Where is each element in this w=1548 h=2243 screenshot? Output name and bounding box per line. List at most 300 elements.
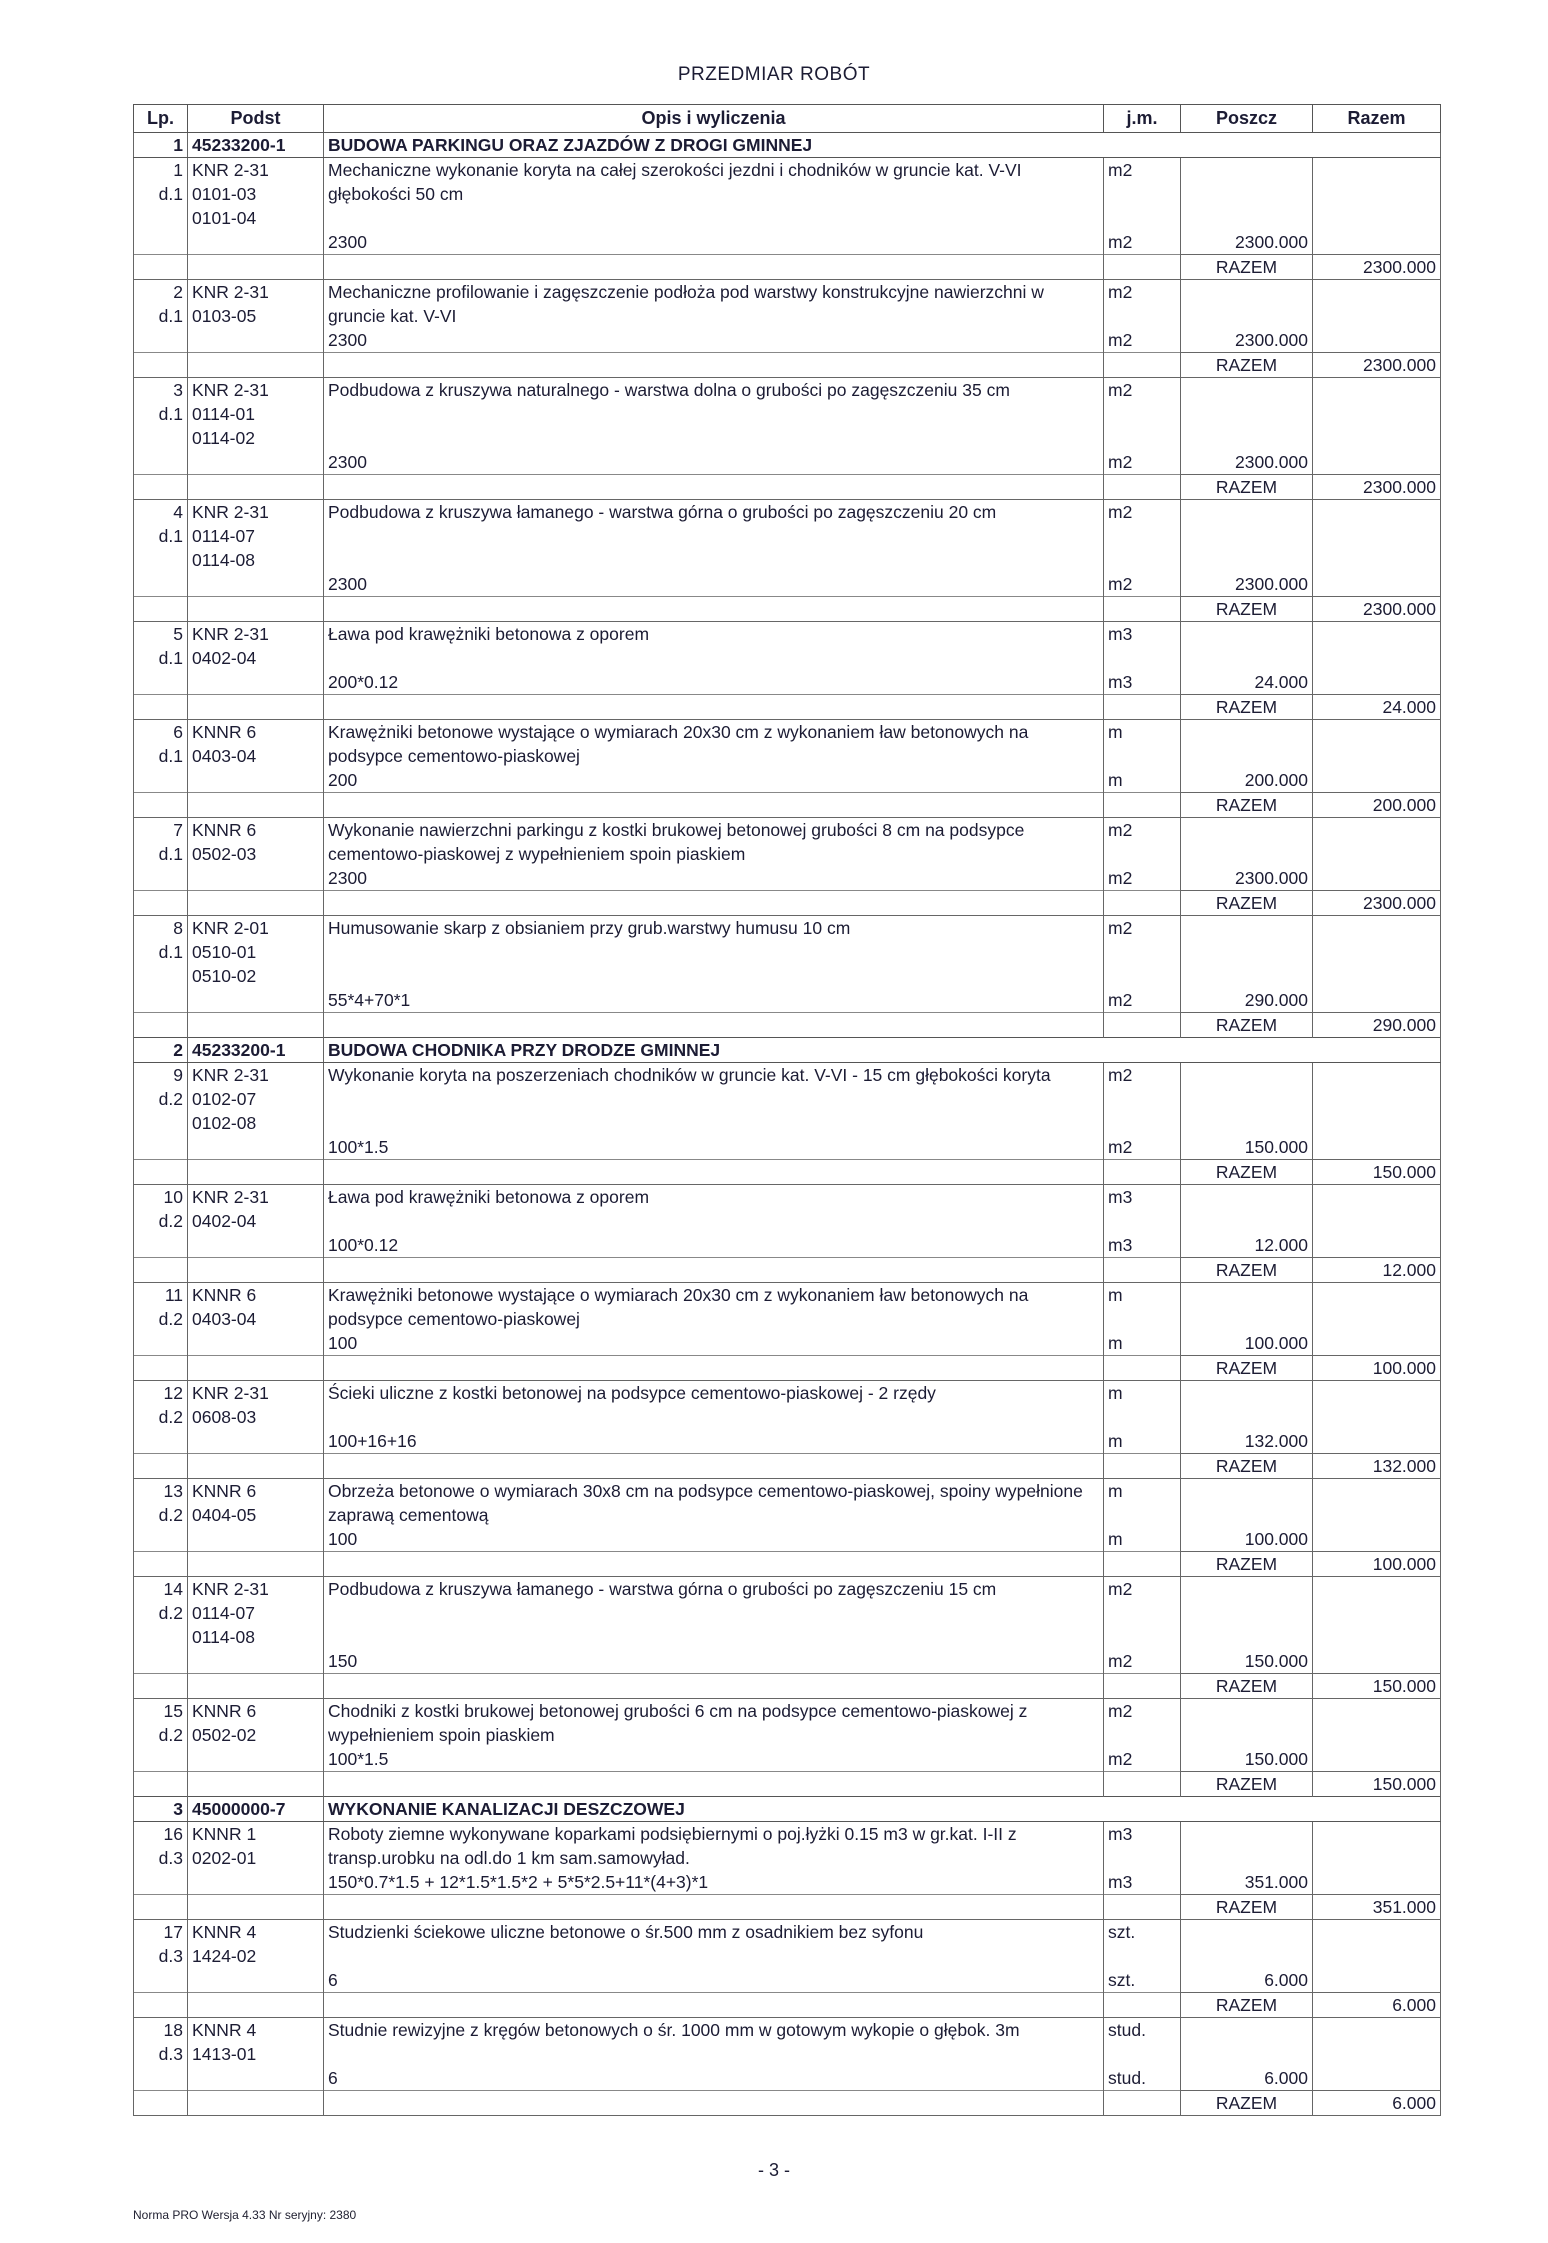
position-description: Wykonanie nawierzchni parkingu z kostki brukowej betonowej grubości 8 cm na podsypce cementowo-piaskowej z wypełnieniem spoin piaskiem	[324, 818, 1104, 867]
position-empty	[188, 1870, 324, 1895]
position-empty	[134, 1258, 188, 1283]
position-jm-empty	[1104, 1307, 1181, 1331]
position-empty	[1104, 2091, 1181, 2116]
position-jm-empty	[1104, 1625, 1181, 1649]
position-podst: KNNR 4	[188, 1920, 324, 1945]
table-body	[134, 133, 1441, 2116]
position-razem-empty	[1313, 2018, 1441, 2043]
position-empty	[324, 353, 1104, 378]
position-desc-empty	[324, 206, 1104, 230]
position-razem-empty	[1313, 646, 1441, 670]
position-d: d.3	[134, 1846, 188, 1870]
calc-expression: 100*1.5	[324, 1135, 1104, 1160]
position-razem-empty	[1313, 1527, 1441, 1552]
position-razem-empty	[1313, 1185, 1441, 1210]
position-empty	[134, 230, 188, 255]
position-empty	[134, 1772, 188, 1797]
position-empty	[134, 1993, 188, 2018]
position-empty	[188, 768, 324, 793]
header-opis: Opis i wyliczenia	[324, 105, 1104, 133]
razem-value: 150.000	[1313, 1160, 1441, 1185]
position-description: Krawężniki betonowe wystające o wymiarach 20x30 cm z wykonaniem ław betonowych na podsypce cementowo-piaskowej	[324, 1283, 1104, 1332]
position-podst: 0114-01	[188, 402, 324, 426]
header-lp: Lp.	[134, 105, 188, 133]
position-podst: KNR 2-01	[188, 916, 324, 941]
position-razem-empty	[1313, 304, 1441, 328]
razem-label: RAZEM	[1181, 353, 1313, 378]
position-number: 16	[134, 1822, 188, 1847]
calc-row	[134, 1870, 1441, 1895]
position-jm-empty	[1104, 646, 1181, 670]
calc-quantity: 100.000	[1181, 1527, 1313, 1552]
position-razem-empty	[1313, 1429, 1441, 1454]
calc-quantity: 200.000	[1181, 768, 1313, 793]
position-d: d.1	[134, 646, 188, 670]
position-empty	[134, 206, 188, 230]
position-podst: KNR 2-31	[188, 280, 324, 305]
position-empty	[134, 670, 188, 695]
position-razem-empty	[1313, 1747, 1441, 1772]
position-number: 5	[134, 622, 188, 647]
position-empty	[134, 891, 188, 916]
calc-jm: m2	[1104, 1135, 1181, 1160]
razem-value: 12.000	[1313, 1258, 1441, 1283]
position-number: 14	[134, 1577, 188, 1602]
razem-value: 351.000	[1313, 1895, 1441, 1920]
position-empty	[134, 597, 188, 622]
razem-value: 2300.000	[1313, 255, 1441, 280]
header-razem: Razem	[1313, 105, 1441, 133]
position-podst: KNR 2-31	[188, 378, 324, 403]
position-jm: m	[1104, 720, 1181, 745]
position-razem-empty	[1313, 426, 1441, 450]
position-empty	[134, 2066, 188, 2091]
position-razem-empty	[1313, 1233, 1441, 1258]
razem-label: RAZEM	[1181, 255, 1313, 280]
position-razem-empty	[1313, 402, 1441, 426]
position-row	[134, 378, 1441, 403]
position-d: d.2	[134, 1405, 188, 1429]
position-jm: szt.	[1104, 1920, 1181, 1945]
sum-row	[134, 891, 1441, 916]
calc-quantity: 132.000	[1181, 1429, 1313, 1454]
calc-row	[134, 1649, 1441, 1674]
calc-jm: m	[1104, 768, 1181, 793]
position-empty	[188, 572, 324, 597]
position-d: d.1	[134, 842, 188, 866]
position-empty	[188, 475, 324, 500]
position-podst: KNNR 6	[188, 818, 324, 843]
razem-value: 2300.000	[1313, 353, 1441, 378]
position-podst: KNR 2-31	[188, 1063, 324, 1088]
position-podst: 0114-08	[188, 1625, 324, 1649]
position-description: Humusowanie skarp z obsianiem przy grub.warstwy humusu 10 cm	[324, 916, 1104, 965]
position-d: d.3	[134, 1944, 188, 1968]
position-jm: m3	[1104, 1185, 1181, 1210]
section-lp: 3	[134, 1797, 188, 1822]
position-razem-empty	[1313, 1601, 1441, 1625]
position-row	[134, 280, 1441, 305]
position-empty	[134, 1160, 188, 1185]
position-empty	[134, 1747, 188, 1772]
position-empty	[1104, 475, 1181, 500]
position-razem-empty	[1313, 378, 1441, 403]
calc-expression: 2300	[324, 866, 1104, 891]
razem-label: RAZEM	[1181, 597, 1313, 622]
position-razem-empty	[1313, 1503, 1441, 1527]
position-poszcz-empty	[1181, 1111, 1313, 1135]
position-jm: m	[1104, 1479, 1181, 1504]
position-empty	[188, 1527, 324, 1552]
sum-row	[134, 1552, 1441, 1577]
position-razem-empty	[1313, 548, 1441, 572]
position-razem-empty	[1313, 524, 1441, 548]
position-empty	[134, 1135, 188, 1160]
position-poszcz-empty	[1181, 1577, 1313, 1602]
position-empty	[324, 1160, 1104, 1185]
position-empty	[188, 1013, 324, 1038]
position-jm: m2	[1104, 280, 1181, 305]
calc-expression: 100	[324, 1331, 1104, 1356]
position-row-cont	[134, 206, 1441, 230]
position-row	[134, 916, 1441, 941]
position-jm-empty	[1104, 402, 1181, 426]
position-razem-empty	[1313, 964, 1441, 988]
position-jm: m2	[1104, 378, 1181, 403]
section-code: 45000000-7	[188, 1797, 324, 1822]
razem-label: RAZEM	[1181, 1258, 1313, 1283]
position-poszcz-empty	[1181, 1503, 1313, 1527]
calc-jm: stud.	[1104, 2066, 1181, 2091]
position-razem-empty	[1313, 280, 1441, 305]
calc-expression: 2300	[324, 230, 1104, 255]
razem-value: 6.000	[1313, 1993, 1441, 2018]
position-number: 10	[134, 1185, 188, 1210]
razem-label: RAZEM	[1181, 695, 1313, 720]
position-desc-empty	[324, 548, 1104, 572]
position-empty	[324, 475, 1104, 500]
position-poszcz-empty	[1181, 1381, 1313, 1406]
position-jm: stud.	[1104, 2018, 1181, 2043]
position-d: d.2	[134, 1503, 188, 1527]
calc-expression: 100*0.12	[324, 1233, 1104, 1258]
razem-value: 132.000	[1313, 1454, 1441, 1479]
position-jm-empty	[1104, 1087, 1181, 1111]
position-empty	[134, 548, 188, 572]
razem-label: RAZEM	[1181, 475, 1313, 500]
position-podst: KNNR 6	[188, 1283, 324, 1308]
position-empty	[188, 1160, 324, 1185]
position-row-cont	[134, 548, 1441, 572]
razem-value: 100.000	[1313, 1356, 1441, 1381]
position-jm-empty	[1104, 206, 1181, 230]
position-razem-empty	[1313, 1968, 1441, 1993]
position-d: d.1	[134, 402, 188, 426]
position-razem-empty	[1313, 1087, 1441, 1111]
position-empty	[324, 695, 1104, 720]
position-number: 8	[134, 916, 188, 941]
position-row	[134, 1185, 1441, 1210]
position-poszcz-empty	[1181, 1822, 1313, 1847]
position-empty	[324, 1674, 1104, 1699]
position-razem-empty	[1313, 1331, 1441, 1356]
position-empty	[188, 988, 324, 1013]
sum-row	[134, 597, 1441, 622]
position-podst: 0114-07	[188, 1601, 324, 1625]
razem-value: 2300.000	[1313, 475, 1441, 500]
footer-serial: Norma PRO Wersja 4.33 Nr seryjny: 2380	[133, 2208, 357, 2222]
position-empty	[1104, 695, 1181, 720]
calc-quantity: 150.000	[1181, 1135, 1313, 1160]
position-empty	[1104, 1013, 1181, 1038]
calc-row	[134, 328, 1441, 353]
calc-quantity: 24.000	[1181, 670, 1313, 695]
position-razem-empty	[1313, 916, 1441, 941]
razem-value: 2300.000	[1313, 597, 1441, 622]
position-description: Roboty ziemne wykonywane koparkami podsiębiernymi o poj.łyżki 0.15 m3 w gr.kat. I-II z transp.urobku na odl.do 1 km sam.samowyład.	[324, 1822, 1104, 1871]
position-empty	[134, 450, 188, 475]
calc-jm: m3	[1104, 1870, 1181, 1895]
header-poszcz: Poszcz	[1181, 105, 1313, 133]
position-empty	[188, 1993, 324, 2018]
position-desc-empty	[324, 1111, 1104, 1135]
sum-row	[134, 2091, 1441, 2116]
position-poszcz-empty	[1181, 182, 1313, 206]
position-poszcz-empty	[1181, 524, 1313, 548]
position-d: d.2	[134, 1307, 188, 1331]
section-lp: 1	[134, 133, 188, 158]
position-description: Podbudowa z kruszywa naturalnego - warstwa dolna o grubości po zagęszczeniu 35 cm	[324, 378, 1104, 427]
position-razem-empty	[1313, 206, 1441, 230]
position-jm: m2	[1104, 1577, 1181, 1602]
position-empty	[324, 255, 1104, 280]
position-poszcz-empty	[1181, 940, 1313, 964]
position-poszcz-empty	[1181, 1601, 1313, 1625]
position-poszcz-empty	[1181, 1699, 1313, 1724]
position-poszcz-empty	[1181, 402, 1313, 426]
position-number: 4	[134, 500, 188, 525]
position-empty	[134, 866, 188, 891]
razem-value: 150.000	[1313, 1772, 1441, 1797]
position-description: Podbudowa z kruszywa łamanego - warstwa górna o grubości po zagęszczeniu 15 cm	[324, 1577, 1104, 1626]
calc-quantity: 6.000	[1181, 1968, 1313, 1993]
calc-jm: m2	[1104, 1747, 1181, 1772]
position-poszcz-empty	[1181, 1209, 1313, 1233]
position-razem-empty	[1313, 328, 1441, 353]
position-empty	[134, 1233, 188, 1258]
position-razem-empty	[1313, 450, 1441, 475]
position-razem-empty	[1313, 940, 1441, 964]
position-empty	[324, 597, 1104, 622]
position-podst: KNNR 4	[188, 2018, 324, 2043]
position-podst: 0102-07	[188, 1087, 324, 1111]
position-jm: m2	[1104, 158, 1181, 183]
position-empty	[1104, 1454, 1181, 1479]
position-empty	[134, 1527, 188, 1552]
sum-row	[134, 1160, 1441, 1185]
position-razem-empty	[1313, 1063, 1441, 1088]
position-empty	[188, 1968, 324, 1993]
position-razem-empty	[1313, 988, 1441, 1013]
razem-label: RAZEM	[1181, 891, 1313, 916]
position-poszcz-empty	[1181, 1087, 1313, 1111]
position-razem-empty	[1313, 1920, 1441, 1945]
position-jm: m3	[1104, 1822, 1181, 1847]
position-d: d.2	[134, 1723, 188, 1747]
position-empty	[134, 426, 188, 450]
position-podst: 0114-08	[188, 548, 324, 572]
position-podst: KNR 2-31	[188, 1381, 324, 1406]
position-d: d.1	[134, 182, 188, 206]
position-jm-empty	[1104, 1209, 1181, 1233]
position-empty	[1104, 255, 1181, 280]
calc-expression: 150*0.7*1.5 + 12*1.5*1.5*2 + 5*5*2.5+11*(4+3)*1	[324, 1870, 1104, 1895]
position-jm-empty	[1104, 426, 1181, 450]
position-description: Obrzeża betonowe o wymiarach 30x8 cm na podsypce cementowo-piaskowej, spoiny wypełnione zaprawą cementową	[324, 1479, 1104, 1528]
position-podst: 1413-01	[188, 2042, 324, 2066]
calc-row	[134, 1968, 1441, 1993]
calc-quantity: 2300.000	[1181, 450, 1313, 475]
position-razem-empty	[1313, 1381, 1441, 1406]
position-empty	[188, 891, 324, 916]
position-number: 12	[134, 1381, 188, 1406]
position-d: d.1	[134, 940, 188, 964]
position-razem-empty	[1313, 670, 1441, 695]
position-empty	[324, 2091, 1104, 2116]
position-empty	[134, 1552, 188, 1577]
position-poszcz-empty	[1181, 964, 1313, 988]
position-razem-empty	[1313, 2042, 1441, 2066]
position-poszcz-empty	[1181, 744, 1313, 768]
position-row	[134, 818, 1441, 843]
position-empty	[1104, 1674, 1181, 1699]
header-podst: Podst	[188, 105, 324, 133]
position-podst: 1424-02	[188, 1944, 324, 1968]
sum-row	[134, 793, 1441, 818]
position-empty	[188, 1772, 324, 1797]
position-podst: KNNR 1	[188, 1822, 324, 1847]
razem-value: 290.000	[1313, 1013, 1441, 1038]
position-poszcz-empty	[1181, 622, 1313, 647]
position-empty	[1104, 1895, 1181, 1920]
calc-row	[134, 1747, 1441, 1772]
position-poszcz-empty	[1181, 426, 1313, 450]
position-podst: KNR 2-31	[188, 622, 324, 647]
position-razem-empty	[1313, 1822, 1441, 1847]
position-poszcz-empty	[1181, 1283, 1313, 1308]
position-jm-empty	[1104, 1503, 1181, 1527]
razem-label: RAZEM	[1181, 1552, 1313, 1577]
calc-jm: m2	[1104, 572, 1181, 597]
position-empty	[1104, 1258, 1181, 1283]
position-empty	[1104, 793, 1181, 818]
position-description: Mechaniczne profilowanie i zagęszczenie podłoża pod warstwy konstrukcyjne nawierzchni w gruncie kat. V-VI	[324, 280, 1104, 329]
position-row	[134, 1479, 1441, 1504]
position-empty	[134, 2091, 188, 2116]
position-podst: 0102-08	[188, 1111, 324, 1135]
position-empty	[134, 475, 188, 500]
razem-label: RAZEM	[1181, 793, 1313, 818]
razem-label: RAZEM	[1181, 1772, 1313, 1797]
razem-label: RAZEM	[1181, 1013, 1313, 1038]
calc-row	[134, 670, 1441, 695]
sum-row	[134, 1674, 1441, 1699]
section-row	[134, 133, 1441, 158]
position-jm-empty	[1104, 304, 1181, 328]
position-description: Podbudowa z kruszywa łamanego - warstwa górna o grubości po zagęszczeniu 20 cm	[324, 500, 1104, 549]
position-jm-empty	[1104, 1405, 1181, 1429]
position-podst: KNNR 6	[188, 720, 324, 745]
position-desc-empty	[324, 1625, 1104, 1649]
position-poszcz-empty	[1181, 500, 1313, 525]
position-row	[134, 1283, 1441, 1308]
position-poszcz-empty	[1181, 2042, 1313, 2066]
position-podst: 0502-02	[188, 1723, 324, 1747]
calc-expression: 6	[324, 1968, 1104, 1993]
position-poszcz-empty	[1181, 842, 1313, 866]
position-podst: 0403-04	[188, 1307, 324, 1331]
position-empty	[188, 1552, 324, 1577]
sum-row	[134, 353, 1441, 378]
position-razem-empty	[1313, 744, 1441, 768]
position-empty	[134, 768, 188, 793]
sum-row	[134, 1454, 1441, 1479]
position-jm: m3	[1104, 622, 1181, 647]
calc-row	[134, 1527, 1441, 1552]
position-empty	[188, 670, 324, 695]
position-empty	[1104, 597, 1181, 622]
sum-row	[134, 1993, 1441, 2018]
position-d: d.1	[134, 304, 188, 328]
sum-row	[134, 1772, 1441, 1797]
position-empty	[134, 255, 188, 280]
calc-expression: 2300	[324, 572, 1104, 597]
position-razem-empty	[1313, 1111, 1441, 1135]
position-poszcz-empty	[1181, 818, 1313, 843]
position-jm: m2	[1104, 818, 1181, 843]
position-razem-empty	[1313, 1405, 1441, 1429]
calc-expression: 200	[324, 768, 1104, 793]
calc-jm: m2	[1104, 866, 1181, 891]
section-name: BUDOWA PARKINGU ORAZ ZJAZDÓW Z DROGI GMINNEJ	[324, 133, 1441, 158]
position-razem-empty	[1313, 1209, 1441, 1233]
position-number: 6	[134, 720, 188, 745]
section-name: BUDOWA CHODNIKA PRZY DRODZE GMINNEJ	[324, 1038, 1441, 1063]
position-podst: 0101-04	[188, 206, 324, 230]
position-podst: 0114-07	[188, 524, 324, 548]
position-razem-empty	[1313, 768, 1441, 793]
position-poszcz-empty	[1181, 1063, 1313, 1088]
calc-jm: m3	[1104, 670, 1181, 695]
position-empty	[1104, 1356, 1181, 1381]
razem-label: RAZEM	[1181, 1895, 1313, 1920]
position-empty	[324, 1013, 1104, 1038]
position-razem-empty	[1313, 158, 1441, 183]
calc-expression: 200*0.12	[324, 670, 1104, 695]
position-podst: KNR 2-31	[188, 1577, 324, 1602]
calc-row	[134, 1331, 1441, 1356]
position-empty	[324, 1895, 1104, 1920]
position-jm-empty	[1104, 1944, 1181, 1968]
position-number: 9	[134, 1063, 188, 1088]
position-podst: 0404-05	[188, 1503, 324, 1527]
position-poszcz-empty	[1181, 158, 1313, 183]
calc-jm: m	[1104, 1429, 1181, 1454]
position-empty	[134, 1331, 188, 1356]
section-row	[134, 1038, 1441, 1063]
calc-jm: szt.	[1104, 1968, 1181, 1993]
position-podst: KNNR 6	[188, 1479, 324, 1504]
